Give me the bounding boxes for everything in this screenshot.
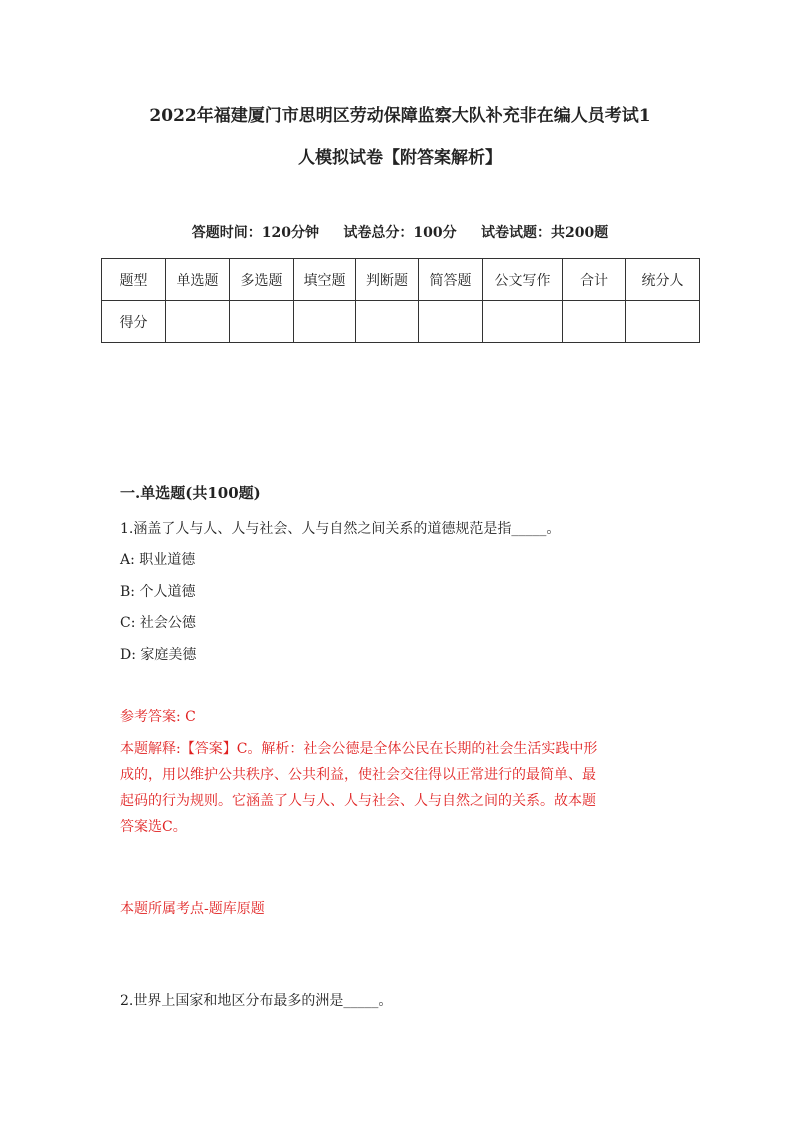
- header-cell: 公文写作: [483, 259, 563, 301]
- score-cell: [166, 301, 230, 343]
- section-title: 一.单选题(共100题): [120, 484, 261, 502]
- question-stem: 1.涵盖了人与人、人与社会、人与自然之间关系的道德规范是指_____。: [120, 521, 561, 537]
- header-cell: 判断题: [356, 259, 419, 301]
- score-cell: [294, 301, 356, 343]
- option-a: A: 职业道德: [120, 552, 196, 568]
- header-cell: 单选题: [166, 259, 230, 301]
- score-cell: [483, 301, 563, 343]
- score-cell: [356, 301, 419, 343]
- exam-meta: 答题时间：120分钟 试卷总分：100分 试卷试题：共200题: [191, 225, 609, 241]
- answer-explanation: [120, 736, 680, 840]
- score-cell: [419, 301, 483, 343]
- exam-title-line1: 2022年福建厦门市思明区劳动保障监察大队补充非在编人员考试1: [149, 106, 651, 126]
- row-label-cell: 得分: [102, 301, 166, 343]
- explanation-line: 成的，用以维护公共秩序、公共利益，使社会交往得以正常进行的最简单、最: [120, 767, 596, 783]
- header-cell: 题型: [102, 259, 166, 301]
- explanation-line: 答案选C。: [120, 819, 187, 835]
- question-stem: 2.世界上国家和地区分布最多的洲是_____。: [120, 993, 393, 1009]
- score-table-header-row: [102, 259, 700, 301]
- score-cell: [563, 301, 626, 343]
- score-cell: [626, 301, 700, 343]
- exam-title-line2: 人模拟试卷【附答案解析】: [298, 148, 502, 168]
- header-cell: 简答题: [419, 259, 483, 301]
- header-cell: 统分人: [626, 259, 700, 301]
- explanation-line: 本题解释:【答案】C。解析：社会公德是全体公民在长期的社会生活实践中形: [120, 741, 598, 757]
- reference-answer: 参考答案: C: [120, 709, 196, 725]
- header-cell: 填空题: [294, 259, 356, 301]
- option-d: D: 家庭美德: [120, 647, 197, 663]
- score-table-score-row: [102, 301, 700, 343]
- option-c: C: 社会公德: [120, 615, 196, 631]
- option-b: B: 个人道德: [120, 584, 196, 600]
- score-cell: [230, 301, 294, 343]
- header-cell: 多选题: [230, 259, 294, 301]
- knowledge-point: 本题所属考点-题库原题: [120, 901, 265, 917]
- explanation-line: 起码的行为规则。它涵盖了人与人、人与社会、人与自然之间的关系。故本题: [120, 793, 596, 809]
- header-cell: 合计: [563, 259, 626, 301]
- score-table: [101, 258, 700, 343]
